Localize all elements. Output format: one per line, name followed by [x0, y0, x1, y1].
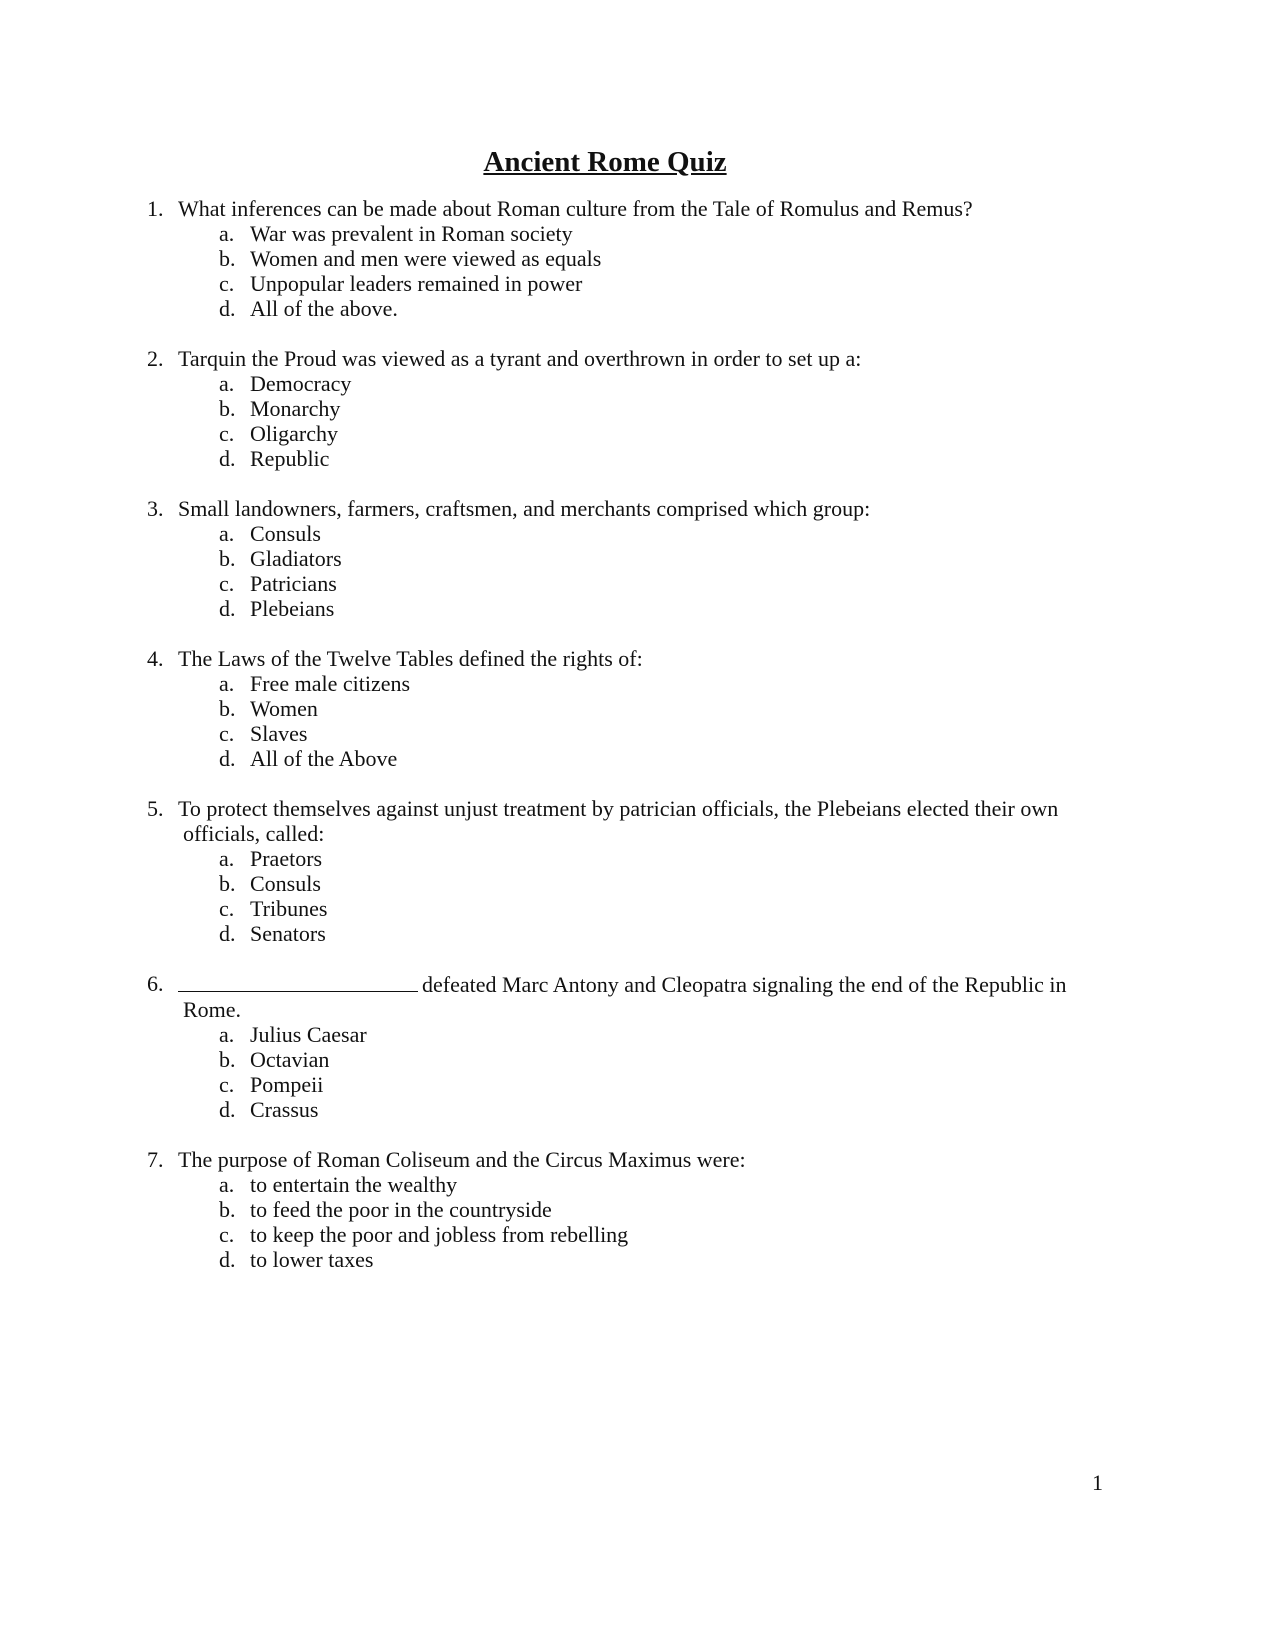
question-text: What inferences can be made about Roman culture from the Tale of Romulus and Remus? [178, 196, 973, 221]
answer-options [0, 521, 1275, 621]
answer-option [0, 521, 1275, 546]
option-letter: c. [219, 571, 235, 596]
option-letter: b. [219, 871, 236, 896]
option-letter: d. [219, 296, 236, 321]
option-text: Praetors [250, 846, 323, 871]
answer-option [0, 446, 1275, 471]
question-number: 4. [147, 646, 164, 671]
question-text-line-1: defeated Marc Antony and Cleopatra signaling the end of the Republic in [422, 972, 1067, 997]
option-letter: d. [219, 921, 236, 946]
question-number: 7. [147, 1147, 164, 1172]
answer-option [0, 746, 1275, 771]
option-letter: a. [219, 671, 235, 696]
answer-option [0, 246, 1275, 271]
option-letter: a. [219, 1172, 235, 1197]
option-letter: c. [219, 271, 235, 296]
option-text: Senators [250, 921, 326, 946]
question-2 [0, 346, 1275, 471]
option-text: All of the above. [250, 296, 398, 321]
question-text-line-2: Rome. [183, 997, 242, 1022]
answer-option [0, 1022, 1275, 1047]
fill-in-blank[interactable] [178, 971, 418, 992]
question-1 [0, 196, 1275, 321]
option-letter: d. [219, 446, 236, 471]
answer-option [0, 1222, 1275, 1247]
option-text: Consuls [250, 521, 321, 546]
answer-option [0, 721, 1275, 746]
answer-option [0, 546, 1275, 571]
option-letter: a. [219, 1022, 235, 1047]
option-text: Republic [250, 446, 330, 471]
question-number: 6. [147, 971, 164, 996]
option-text: Monarchy [250, 396, 341, 421]
answer-option [0, 571, 1275, 596]
option-text: Tribunes [250, 896, 328, 921]
question-6 [0, 971, 1275, 1122]
answer-option [0, 1097, 1275, 1122]
answer-option [0, 596, 1275, 621]
option-letter: a. [219, 221, 235, 246]
answer-option [0, 1047, 1275, 1072]
option-text: to entertain the wealthy [250, 1172, 458, 1197]
option-text: Crassus [250, 1097, 319, 1122]
option-letter: c. [219, 896, 235, 921]
option-letter: b. [219, 696, 236, 721]
answer-option [0, 1072, 1275, 1097]
option-text: Unpopular leaders remained in power [250, 271, 583, 296]
question-number: 2. [147, 346, 164, 371]
option-text: Free male citizens [250, 671, 411, 696]
option-text: Gladiators [250, 546, 342, 571]
option-text: to feed the poor in the countryside [250, 1197, 552, 1222]
question-text-line-2: officials, called: [183, 821, 325, 846]
option-text: Patricians [250, 571, 337, 596]
page-number: 1 [1092, 1470, 1103, 1495]
option-letter: d. [219, 1247, 236, 1272]
option-letter: c. [219, 421, 235, 446]
option-letter: c. [219, 1072, 235, 1097]
answer-option [0, 846, 1275, 871]
question-7 [0, 1147, 1275, 1272]
answer-options [0, 1022, 1275, 1122]
answer-option [0, 371, 1275, 396]
option-letter: c. [219, 721, 235, 746]
option-text: to keep the poor and jobless from rebelling [250, 1222, 629, 1247]
option-letter: a. [219, 846, 235, 871]
answer-option [0, 271, 1275, 296]
option-letter: b. [219, 1197, 236, 1222]
answer-option [0, 1172, 1275, 1197]
option-text: Consuls [250, 871, 321, 896]
option-letter: b. [219, 246, 236, 271]
answer-option [0, 421, 1275, 446]
option-letter: a. [219, 371, 235, 396]
answer-options [0, 1172, 1275, 1272]
option-text: Plebeians [250, 596, 335, 621]
question-text: The purpose of Roman Coliseum and the Circus Maximus were: [178, 1147, 746, 1172]
question-text: Tarquin the Proud was viewed as a tyrant and overthrown in order to set up a: [178, 346, 862, 371]
option-letter: b. [219, 396, 236, 421]
question-4 [0, 646, 1275, 771]
option-text: Women [250, 696, 318, 721]
option-text: Democracy [250, 371, 352, 396]
answer-option [0, 1247, 1275, 1272]
page-title: Ancient Rome Quiz [483, 146, 727, 178]
question-text-line-1: To protect themselves against unjust treatment by patrician officials, the Plebeians elected their own [178, 796, 1059, 821]
option-text: Slaves [250, 721, 308, 746]
answer-option [0, 696, 1275, 721]
question-text: Small landowners, farmers, craftsmen, and merchants comprised which group: [178, 496, 871, 521]
option-letter: a. [219, 521, 235, 546]
option-text: War was prevalent in Roman society [250, 221, 573, 246]
question-3 [0, 496, 1275, 621]
option-text: Julius Caesar [250, 1022, 367, 1047]
question-number: 5. [147, 796, 164, 821]
option-letter: c. [219, 1222, 235, 1247]
question-list [0, 196, 1275, 1297]
option-letter: b. [219, 1047, 236, 1072]
answer-option [0, 671, 1275, 696]
answer-option [0, 221, 1275, 246]
answer-option [0, 921, 1275, 946]
answer-option [0, 1197, 1275, 1222]
question-number: 1. [147, 196, 164, 221]
option-text: to lower taxes [250, 1247, 374, 1272]
question-number: 3. [147, 496, 164, 521]
option-text: Pompeii [250, 1072, 324, 1097]
answer-options [0, 221, 1275, 321]
option-text: Oligarchy [250, 421, 338, 446]
answer-options [0, 671, 1275, 771]
option-letter: d. [219, 596, 236, 621]
question-5 [0, 796, 1275, 946]
answer-option [0, 396, 1275, 421]
answer-options [0, 371, 1275, 471]
option-letter: b. [219, 546, 236, 571]
option-text: Octavian [250, 1047, 330, 1072]
answer-options [0, 846, 1275, 946]
option-text: All of the Above [250, 746, 398, 771]
answer-option [0, 296, 1275, 321]
answer-option [0, 871, 1275, 896]
question-text: The Laws of the Twelve Tables defined the rights of: [178, 646, 643, 671]
option-letter: d. [219, 1097, 236, 1122]
answer-option [0, 896, 1275, 921]
option-letter: d. [219, 746, 236, 771]
option-text: Women and men were viewed as equals [250, 246, 602, 271]
